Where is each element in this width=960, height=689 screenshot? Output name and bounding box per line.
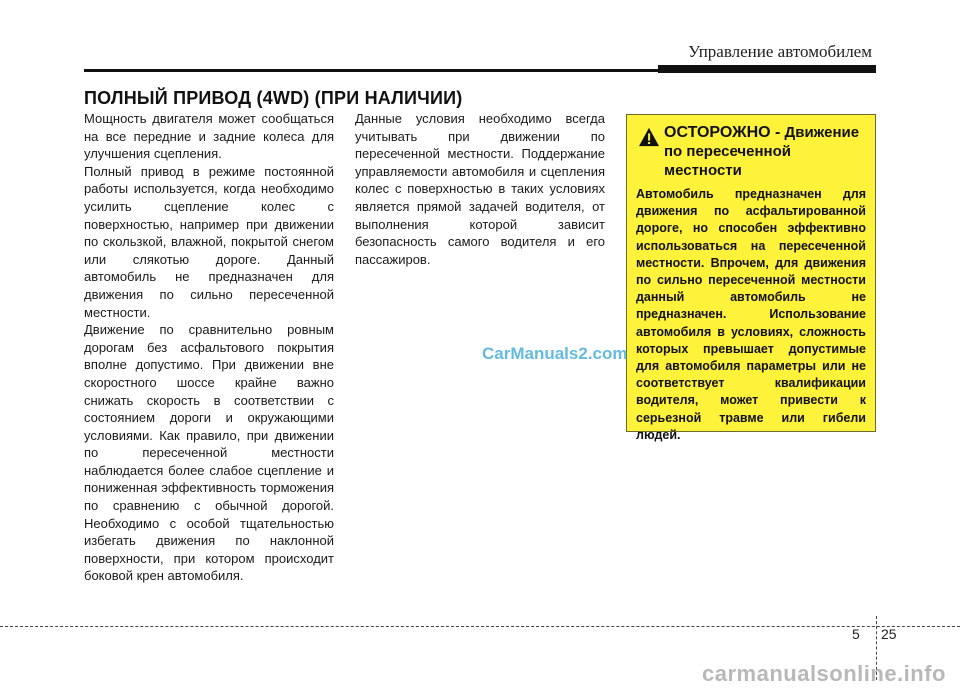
left-column [84,110,334,585]
watermark: CarManuals2.com [482,344,628,363]
page-number: 25 [881,626,897,642]
section-title: ПОЛНЫЙ ПРИВОД (4WD) (ПРИ НАЛИЧИИ) [84,88,463,108]
middle-column [355,110,605,268]
header-rule [84,69,876,72]
paragraph: Движение по сравнительно ровным дорогам без асфальтового покрытия вполне допустимо. При движении вне скоростного шоссе крайне важно снижать скорость в соответствии с состоянием дороги и окружающими условиями. Как правило, при движении по пересеченной местности наблюдается более слабое сцепление и пониженная эффективность торможения по сравнению с обычной дорогой. Необходимо с особой тщательностью избегать движения по наклонной поверхности, при котором происходит боковой крен автомобиля. [84,322,334,584]
warning-title: Движение по пересеченной местности [664,124,860,179]
warning-label: ОСТОРОЖНО - [664,124,781,141]
paragraph: Данные условия необходимо всегда учитывать при движении по пересеченной местности. Поддержание управляемости автомобиля и сцепления колес с поверхностью в таких условиях является прямой задачей водителя, от выполнения которой зависит безопасность самого водителя и его пассажиров. [355,111,605,267]
warning-text: Автомобиль предназначен для движения по асфальтированной дороге, но способен эффективно использоваться на пересеченной местности. Впрочем, для движения по сильно пересеченной местности данный автомобиль не предназначен. Использование автомобиля в условиях, сложность которых превышает допустимые для автомобиля параметры или не соответствует квалификации водителя, может привести к серьезной травме или гибели людей. [636,187,866,442]
footer-divider [0,626,960,627]
header-title: Управление автомобилем [688,42,872,61]
paragraph: Мощность двигателя может сообщаться на все передние и задние колеса для улучшения сцепления. [84,111,334,162]
warning-box [626,114,876,442]
bottom-watermark: carmanualsonline.info [702,661,946,686]
warning-header [636,123,866,180]
chapter-number: 5 [852,626,860,642]
paragraph: Полный привод в режиме постоянной работы используется, когда необходимо усилить сцепление колес с поверхностью, например при движении по скользкой, влажной, покрытой снегом или слякотью дороге. Данный автомобиль не предназначен для движения по сильно пересеченной местности. [84,163,334,320]
warning-heading [664,123,866,180]
warning-triangle-icon [638,127,660,147]
